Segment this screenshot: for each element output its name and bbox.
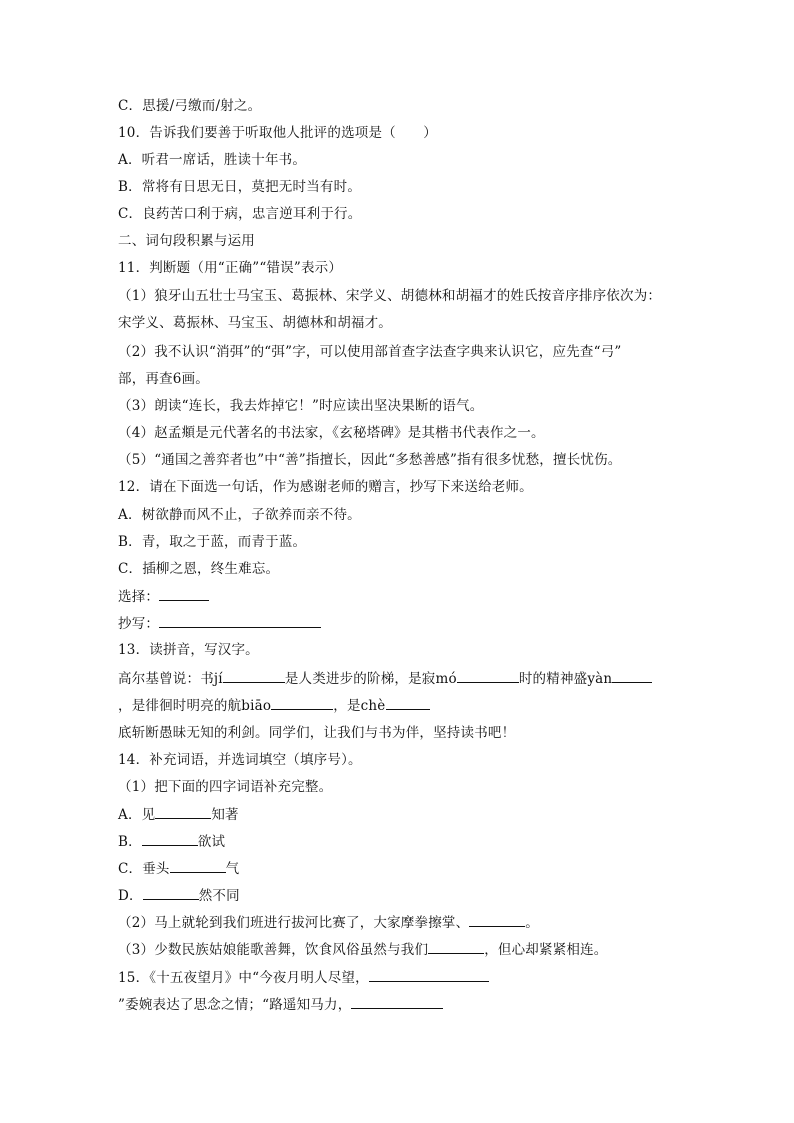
q11-item-3: （3）朗读“连长，我去炸掉它！”时应读出坚决果断的语气。 (118, 398, 484, 414)
fill-blank-2[interactable] (469, 912, 525, 927)
q14-text: 气 (225, 861, 240, 877)
q12-option-b: B．青，取之于蓝，而青于蓝。 (118, 534, 307, 550)
q11-item-1-cont: 宋学义、葛振林、马宝玉、胡德林和胡福才。 (118, 315, 392, 331)
section-heading: 二、词句段积累与运用 (118, 233, 255, 249)
q14-stem: 14．补充词语，并选词填空（填序号）。 (118, 752, 362, 768)
q14-option-b (118, 831, 225, 852)
q14-part-2 (118, 912, 539, 933)
q11-item-2-cont: 部，再查6画。 (118, 371, 209, 387)
select-blank[interactable] (159, 586, 209, 601)
q14-text: 欲试 (197, 834, 226, 850)
q14-text: C．垂头 (118, 861, 170, 877)
q14-part-1: （1）把下面的四字词语补充完整。 (118, 779, 333, 795)
q10-option-b: B．常将有日思无日，莫把无时当有时。 (118, 179, 362, 195)
q13-line-2 (118, 695, 430, 716)
poem-blank-1[interactable] (369, 967, 489, 982)
q12-stem: 12．请在下面选一句话，作为感谢老师的赠言，抄写下来送给老师。 (118, 479, 533, 495)
q12-copy-row (118, 613, 321, 634)
q13-stem: 13．读拼音，写汉字。 (118, 642, 259, 658)
word-blank-b[interactable] (142, 831, 198, 846)
q13-text: 是人类进步的阶梯，是寂mó (284, 671, 457, 687)
select-label: 选择： (118, 589, 160, 605)
q14-text: 然不同 (198, 888, 240, 904)
q15-text: ”委婉表达了思念之情；“路遥知马力， (118, 997, 352, 1013)
q14-text: （2）马上就轮到我们班进行拔河比赛了，大家摩拳擦掌、 (118, 915, 470, 931)
word-blank-d[interactable] (143, 885, 199, 900)
word-blank-a[interactable] (155, 804, 211, 819)
q14-text: D． (118, 888, 143, 904)
q12-select-row (118, 586, 209, 607)
q10-option-a: A．听君一席话，胜读十年书。 (118, 152, 307, 168)
q14-text: 。 (525, 915, 539, 931)
copy-blank[interactable] (159, 613, 321, 628)
q11-stem: 11．判断题（用“正确”“错误”表示） (118, 260, 343, 276)
pinyin-blank-mo[interactable] (457, 668, 519, 683)
q9-option-c: C．思援/弓缴而/射之。 (118, 98, 262, 114)
q14-text: （3）少数民族姑娘能歌善舞，饮食风俗虽然与我们 (118, 942, 429, 958)
q11-item-5: （5）“通国之善弈者也”中“善”指擅长，因此“多愁善感”指有很多忧愁，擅长忧伤。 (118, 452, 622, 468)
q14-option-c (118, 858, 239, 879)
q14-text: ，但心却紧紧相连。 (484, 942, 608, 958)
q11-item-2: （2）我不认识“消弭”的“弭”字，可以使用部首查字法查字典来认识它，应先查“弓” (118, 344, 622, 360)
pinyin-blank-yan[interactable] (612, 668, 652, 683)
pinyin-blank-che[interactable] (386, 695, 430, 710)
q15-line-2 (118, 994, 443, 1015)
q14-part-3 (118, 939, 608, 960)
q15-text: 15．《十五夜望月》中“今夜月明人尽望， (118, 970, 369, 986)
pinyin-blank-biao[interactable] (271, 695, 333, 710)
pinyin-blank-ji[interactable] (223, 668, 285, 683)
q15-line-1 (118, 967, 489, 988)
q13-line-3: 底斩断愚昧无知的利剑。同学们，让我们与书为伴，坚持读书吧！ (118, 725, 516, 741)
fill-blank-3[interactable] (428, 939, 484, 954)
q12-option-a: A．树欲静而风不止，子欲养而亲不待。 (118, 507, 361, 523)
q14-text: A．见 (118, 807, 156, 823)
q14-text: 知著 (211, 807, 239, 823)
q13-text: 时的精神盛yàn (518, 671, 613, 687)
word-blank-c[interactable] (170, 858, 226, 873)
q10-stem: 10．告诉我们要善于听取他人批评的选项是（ ） (118, 125, 437, 141)
copy-label: 抄写： (118, 616, 160, 632)
q13-text: ，是徘徊时明亮的航biāo (118, 698, 272, 714)
q11-item-4: （4）赵孟頫是元代著名的书法家，《玄秘塔碑》是其楷书代表作之一。 (118, 425, 545, 441)
q12-option-c: C．插柳之恩，终生难忘。 (118, 561, 280, 577)
q13-text: ，是chè (333, 698, 386, 714)
q11-item-1: （1）狼牙山五壮士马宝玉、葛振林、宋学义、胡德林和胡福才的姓氏按音序排序依次为： (118, 288, 662, 304)
q13-line-1 (118, 668, 652, 689)
q14-option-d (118, 885, 240, 906)
q10-option-c: C．良药苦口利于病，忠言逆耳利于行。 (118, 206, 362, 222)
q14-option-a (118, 804, 239, 825)
q13-text: 高尔基曾说：书jí (118, 671, 223, 687)
poem-blank-2[interactable] (351, 994, 443, 1009)
q14-text: B． (118, 834, 142, 850)
